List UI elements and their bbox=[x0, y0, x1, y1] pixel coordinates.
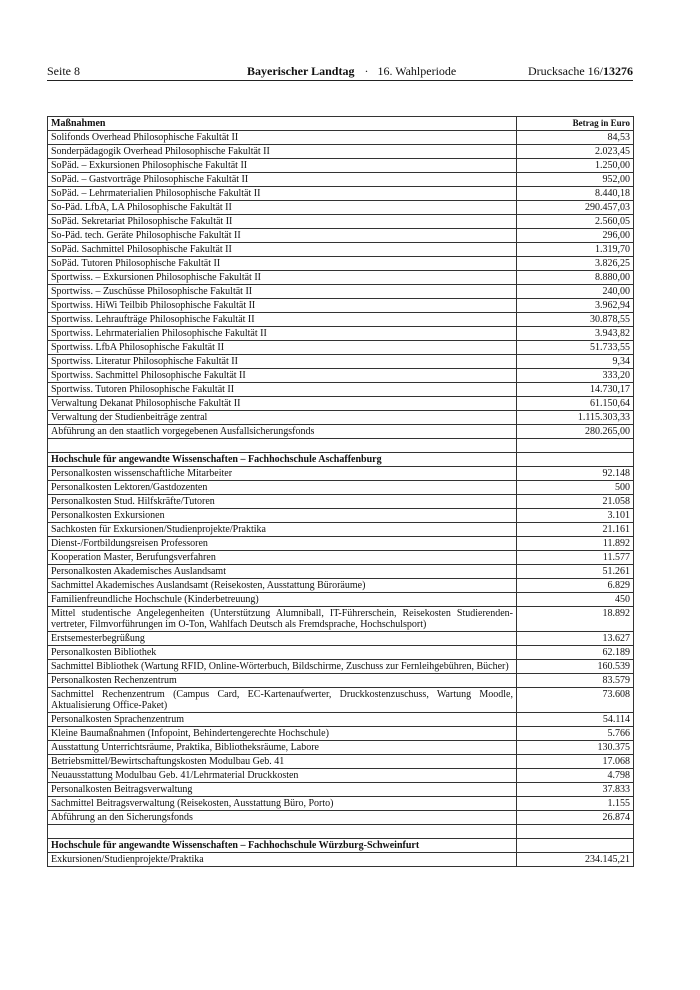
measure-description: SoPäd. – Lehrmaterialien Philosophische Fakultät II bbox=[48, 187, 517, 201]
table-row bbox=[48, 523, 634, 537]
amount-cell: 2.560,05 bbox=[517, 215, 634, 229]
amount-cell: 296,00 bbox=[517, 229, 634, 243]
table-row bbox=[48, 299, 634, 313]
amount-cell: 234.145,21 bbox=[517, 853, 634, 867]
table-row bbox=[48, 741, 634, 755]
column-header-measures: Maßnahmen bbox=[48, 117, 517, 131]
section-heading-row bbox=[48, 453, 634, 467]
header-rule bbox=[47, 80, 633, 81]
table-row bbox=[48, 271, 634, 285]
table-row bbox=[48, 397, 634, 411]
amount-cell: 62.189 bbox=[517, 646, 634, 660]
measure-description: SoPäd. Tutoren Philosophische Fakultät II bbox=[48, 257, 517, 271]
amount-cell: 6.829 bbox=[517, 579, 634, 593]
amount-cell: 3.962,94 bbox=[517, 299, 634, 313]
amount-cell: 37.833 bbox=[517, 783, 634, 797]
measure-description: Neuausstattung Modulbau Geb. 41/Lehrmaterial Druckkosten bbox=[48, 769, 517, 783]
section-heading: Hochschule für angewandte Wissenschaften – Fachhochschule Würzburg-Schweinfurt bbox=[48, 839, 517, 853]
amount-cell: 8.880,00 bbox=[517, 271, 634, 285]
table-row bbox=[48, 537, 634, 551]
table-row bbox=[48, 425, 634, 439]
table-row bbox=[48, 811, 634, 825]
table-row bbox=[48, 797, 634, 811]
measure-description: Abführung an den Sicherungsfonds bbox=[48, 811, 517, 825]
measure-description: Dienst-/Fortbildungsreisen Professoren bbox=[48, 537, 517, 551]
header-separator: · bbox=[364, 64, 369, 78]
measure-description: Sachkosten für Exkursionen/Studienprojekte/Praktika bbox=[48, 523, 517, 537]
parliament-name: Bayerischer Landtag bbox=[247, 64, 355, 78]
table-row bbox=[48, 607, 634, 632]
document-number: 13276 bbox=[603, 64, 633, 78]
spacer-row bbox=[48, 825, 634, 839]
table-row bbox=[48, 509, 634, 523]
table-row bbox=[48, 755, 634, 769]
table-row bbox=[48, 769, 634, 783]
measure-description: Sachmittel Akademisches Auslandsamt (Reisekosten, Ausstattung Büroräume) bbox=[48, 579, 517, 593]
measure-description: Sachmittel Bibliothek (Wartung RFID, Online-Wörterbuch, Bildschirme, Zuschuss zur Fernleihgebühren, Bücher) bbox=[48, 660, 517, 674]
measure-description: Sportwiss. Lehrmaterialien Philosophische Fakultät II bbox=[48, 327, 517, 341]
table-row bbox=[48, 229, 634, 243]
amount-cell: 21.058 bbox=[517, 495, 634, 509]
parliament-line bbox=[247, 64, 456, 79]
table-row bbox=[48, 551, 634, 565]
amount-cell: 240,00 bbox=[517, 285, 634, 299]
column-header-amount: Betrag in Euro bbox=[517, 117, 634, 131]
measure-description: Personalkosten Exkursionen bbox=[48, 509, 517, 523]
amount-cell: 2.023,45 bbox=[517, 145, 634, 159]
table-header-row bbox=[48, 117, 634, 131]
amount-cell: 3.101 bbox=[517, 509, 634, 523]
amount-cell: 9,34 bbox=[517, 355, 634, 369]
measure-description: Betriebsmittel/Bewirtschaftungskosten Modulbau Geb. 41 bbox=[48, 755, 517, 769]
measure-description: Sportwiss. – Exkursionen Philosophische Fakultät II bbox=[48, 271, 517, 285]
amount-cell: 61.150,64 bbox=[517, 397, 634, 411]
table-row bbox=[48, 646, 634, 660]
amount-cell: 500 bbox=[517, 481, 634, 495]
measure-description: Sportwiss. LfbA Philosophische Fakultät II bbox=[48, 341, 517, 355]
amount-cell: 11.577 bbox=[517, 551, 634, 565]
measure-description: Personalkosten Stud. Hilfskräfte/Tutoren bbox=[48, 495, 517, 509]
table-row bbox=[48, 593, 634, 607]
table-row bbox=[48, 369, 634, 383]
table-row bbox=[48, 853, 634, 867]
measure-description: Personalkosten Lektoren/Gastdozenten bbox=[48, 481, 517, 495]
amount-cell bbox=[517, 439, 634, 453]
amount-cell: 1.319,70 bbox=[517, 243, 634, 257]
table-row bbox=[48, 131, 634, 145]
table-row bbox=[48, 327, 634, 341]
amount-cell: 14.730,17 bbox=[517, 383, 634, 397]
measures-table bbox=[47, 116, 634, 867]
measure-description: SoPäd. – Gastvorträge Philosophische Fakultät II bbox=[48, 173, 517, 187]
amount-cell: 13.627 bbox=[517, 632, 634, 646]
table-row bbox=[48, 727, 634, 741]
page-number: Seite 8 bbox=[47, 64, 80, 78]
table-row bbox=[48, 495, 634, 509]
measure-description bbox=[48, 439, 517, 453]
table-row bbox=[48, 481, 634, 495]
measure-description: Familienfreundliche Hochschule (Kinderbetreuung) bbox=[48, 593, 517, 607]
measure-description: Sportwiss. Tutoren Philosophische Fakultät II bbox=[48, 383, 517, 397]
measure-description: Personalkosten Beitragsverwaltung bbox=[48, 783, 517, 797]
amount-cell: 280.265,00 bbox=[517, 425, 634, 439]
table-row bbox=[48, 313, 634, 327]
amount-cell: 130.375 bbox=[517, 741, 634, 755]
amount-cell bbox=[517, 453, 634, 467]
measure-description: Erstsemesterbegrüßung bbox=[48, 632, 517, 646]
amount-cell: 92.148 bbox=[517, 467, 634, 481]
amount-cell: 5.766 bbox=[517, 727, 634, 741]
amount-cell: 51.261 bbox=[517, 565, 634, 579]
document-prefix: Drucksache 16/ bbox=[528, 64, 603, 78]
amount-cell: 73.608 bbox=[517, 688, 634, 713]
amount-cell: 26.874 bbox=[517, 811, 634, 825]
measure-description: Personalkosten Sprachenzentrum bbox=[48, 713, 517, 727]
measure-description: So-Päd. tech. Geräte Philosophische Fakultät II bbox=[48, 229, 517, 243]
table-row bbox=[48, 565, 634, 579]
amount-cell: 4.798 bbox=[517, 769, 634, 783]
measure-description: SoPäd. Sachmittel Philosophische Fakultät II bbox=[48, 243, 517, 257]
measure-description: Verwaltung der Studienbeiträge zentral bbox=[48, 411, 517, 425]
measure-description: Sportwiss. Sachmittel Philosophische Fakultät II bbox=[48, 369, 517, 383]
measure-description: Personalkosten Bibliothek bbox=[48, 646, 517, 660]
measure-description: Solifonds Overhead Philosophische Fakultät II bbox=[48, 131, 517, 145]
measure-description: SoPäd. – Exkursionen Philosophische Fakultät II bbox=[48, 159, 517, 173]
amount-cell: 8.440,18 bbox=[517, 187, 634, 201]
table-row bbox=[48, 674, 634, 688]
table-row bbox=[48, 411, 634, 425]
table-row bbox=[48, 201, 634, 215]
measure-description: Verwaltung Dekanat Philosophische Fakultät II bbox=[48, 397, 517, 411]
measure-description: Kooperation Master, Berufungsverfahren bbox=[48, 551, 517, 565]
amount-cell: 51.733,55 bbox=[517, 341, 634, 355]
table-row bbox=[48, 632, 634, 646]
measure-description: Sportwiss. HiWi Teilbib Philosophische Fakultät II bbox=[48, 299, 517, 313]
amount-cell: 160.539 bbox=[517, 660, 634, 674]
amount-cell: 333,20 bbox=[517, 369, 634, 383]
table-row bbox=[48, 257, 634, 271]
amount-cell: 17.068 bbox=[517, 755, 634, 769]
table-row bbox=[48, 341, 634, 355]
amount-cell: 11.892 bbox=[517, 537, 634, 551]
measure-description bbox=[48, 825, 517, 839]
measure-description: Sportwiss. Lehraufträge Philosophische Fakultät II bbox=[48, 313, 517, 327]
section-heading-row bbox=[48, 839, 634, 853]
measure-description: Exkursionen/Studienprojekte/Praktika bbox=[48, 853, 517, 867]
measure-description: Sportwiss. – Zuschüsse Philosophische Fakultät II bbox=[48, 285, 517, 299]
table-row bbox=[48, 688, 634, 713]
amount-cell: 18.892 bbox=[517, 607, 634, 632]
table-row bbox=[48, 660, 634, 674]
measure-description: Sportwiss. Literatur Philosophische Fakultät II bbox=[48, 355, 517, 369]
measure-description: So-Päd. LfbA, LA Philosophische Fakultät II bbox=[48, 201, 517, 215]
measure-description: Personalkosten Rechenzentrum bbox=[48, 674, 517, 688]
amount-cell: 54.114 bbox=[517, 713, 634, 727]
table-row bbox=[48, 383, 634, 397]
amount-cell bbox=[517, 839, 634, 853]
measures-table-body bbox=[48, 117, 634, 867]
measure-description: SoPäd. Sekretariat Philosophische Fakultät II bbox=[48, 215, 517, 229]
table-row bbox=[48, 145, 634, 159]
legislative-period: 16. Wahlperiode bbox=[377, 64, 457, 78]
measure-description: Mittel studentische Angelegenheiten (Unterstützung Alumniball, IT-Führerschein, Reisekosten Studierenden-vertreter, Filmvorführungen im O-Ton, Wahlfach Deutsch als Fremdsprache, Hochschulsport) bbox=[48, 607, 517, 632]
amount-cell: 1.250,00 bbox=[517, 159, 634, 173]
measure-description: Kleine Baumaßnahmen (Infopoint, Behindertengerechte Hochschule) bbox=[48, 727, 517, 741]
spacer-row bbox=[48, 439, 634, 453]
amount-cell: 290.457,03 bbox=[517, 201, 634, 215]
table-row bbox=[48, 579, 634, 593]
amount-cell: 450 bbox=[517, 593, 634, 607]
amount-cell: 952,00 bbox=[517, 173, 634, 187]
measure-description: Abführung an den staatlich vorgegebenen Ausfallsicherungsfonds bbox=[48, 425, 517, 439]
page-header bbox=[47, 64, 633, 80]
amount-cell: 3.826,25 bbox=[517, 257, 634, 271]
amount-cell: 1.115.303,33 bbox=[517, 411, 634, 425]
measure-description: Personalkosten Akademisches Auslandsamt bbox=[48, 565, 517, 579]
table-row bbox=[48, 215, 634, 229]
amount-cell bbox=[517, 825, 634, 839]
measure-description: Sonderpädagogik Overhead Philosophische Fakultät II bbox=[48, 145, 517, 159]
amount-cell: 30.878,55 bbox=[517, 313, 634, 327]
measure-description: Sachmittel Beitragsverwaltung (Reisekosten, Ausstattung Büro, Porto) bbox=[48, 797, 517, 811]
measure-description: Personalkosten wissenschaftliche Mitarbeiter bbox=[48, 467, 517, 481]
table-row bbox=[48, 285, 634, 299]
table-row bbox=[48, 713, 634, 727]
table-row bbox=[48, 187, 634, 201]
amount-cell: 84,53 bbox=[517, 131, 634, 145]
table-row bbox=[48, 159, 634, 173]
document-reference bbox=[528, 64, 633, 79]
table-row bbox=[48, 783, 634, 797]
amount-cell: 21.161 bbox=[517, 523, 634, 537]
amount-cell: 1.155 bbox=[517, 797, 634, 811]
table-row bbox=[48, 173, 634, 187]
amount-cell: 83.579 bbox=[517, 674, 634, 688]
measure-description: Sachmittel Rechenzentrum (Campus Card, EC-Kartenaufwerter, Druckkostenzuschuss, Wartung Moodle, Aktualisierung Office-Paket) bbox=[48, 688, 517, 713]
table-row bbox=[48, 467, 634, 481]
amount-cell: 3.943,82 bbox=[517, 327, 634, 341]
measure-description: Ausstattung Unterrichtsräume, Praktika, Bibliotheksräume, Labore bbox=[48, 741, 517, 755]
table-row bbox=[48, 243, 634, 257]
table-row bbox=[48, 355, 634, 369]
section-heading: Hochschule für angewandte Wissenschaften – Fachhochschule Aschaffenburg bbox=[48, 453, 517, 467]
